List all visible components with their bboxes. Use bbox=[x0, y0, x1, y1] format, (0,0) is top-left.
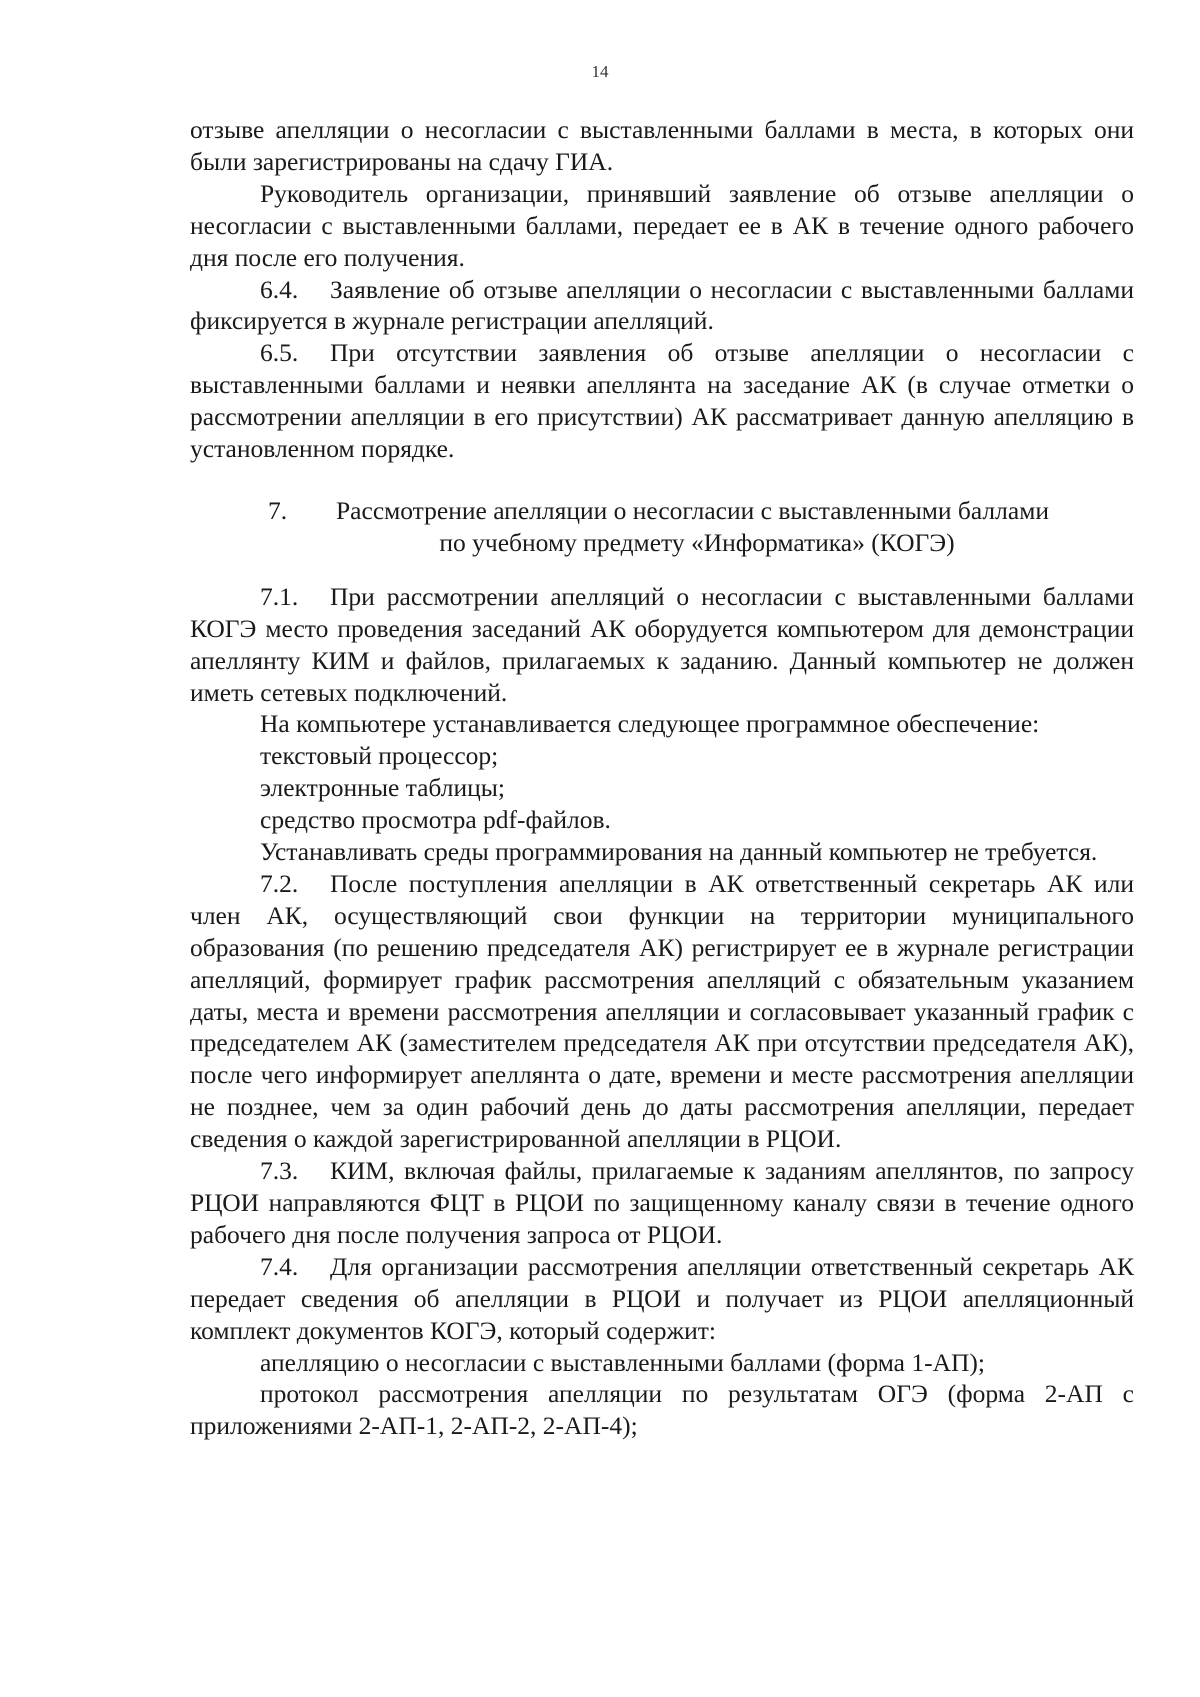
clause-text: После поступления апелляции в АК ответственный секретарь АК или член АК, осуществляющий свои функции на территории муниципального образования (по решению председателя АК) регистрирует ее в журнале регистрации апелляций, формирует график рассмотрения апелляций с обязательным указанием даты, места и времени рассмотрения апелляции и согласовывает указанный график с председателем АК (заместителем председателя АК при отсутствии председателя АК), после чего информирует апеллянта о дате, времени и месте рассмотрения апелляции не позднее, чем за один рабочий день до даты рассмотрения апелляции, передает сведения о каждой зарегистрированной апелляции в РЦОИ. bbox=[190, 868, 1134, 1154]
list-item: протокол рассмотрения апелляции по результатам ОГЭ (форма 2-АП с приложениями 2-АП-1, 2-АП-2, 2-АП-4); bbox=[190, 1379, 1134, 1441]
section-heading bbox=[190, 495, 1134, 559]
paragraph: Устанавливать среды программирования на данный компьютер не требуется. bbox=[260, 837, 1098, 867]
paragraph: отзыве апелляции о несогласии с выставленными баллами в места, в которых они были зарегистрированы на сдачу ГИА. bbox=[190, 115, 1134, 176]
paragraph: Руководитель организации, принявший заявление об отзыве апелляции о несогласии с выставленными баллами, передает ее в АК в течение одного рабочего дня после его получения. bbox=[190, 178, 1134, 272]
page-number: 14 bbox=[591, 62, 609, 81]
clause-number: 7.3. bbox=[260, 1156, 299, 1186]
clause-6-4 bbox=[190, 274, 1134, 338]
clause-text: Заявление об отзыве апелляции о несогласии с выставленными баллами фиксируется в журнале регистрации апелляций. bbox=[190, 274, 1134, 336]
clause-7-3 bbox=[190, 1155, 1134, 1251]
clause-7-1 bbox=[190, 581, 1134, 709]
list-item: текстовый процессор; bbox=[260, 741, 499, 771]
clause-number: 7.1. bbox=[260, 581, 299, 611]
document-body bbox=[190, 114, 1134, 1442]
list-item: электронные таблицы; bbox=[260, 773, 506, 803]
clause-6-5 bbox=[190, 337, 1134, 465]
list-item: апелляцию о несогласии с выставленными баллами (форма 1-АП); bbox=[260, 1347, 985, 1377]
clause-text: При рассмотрении апелляций о несогласии с выставленными баллами КОГЭ место проведения заседаний АК оборудуется компьютером для демонстрации апеллянту КИМ и файлов, прилагаемых к заданию. Данный компьютер не должен иметь сетевых подключений. bbox=[190, 581, 1134, 707]
list-item: средство просмотра pdf-файлов. bbox=[260, 805, 611, 835]
clause-7-4 bbox=[190, 1251, 1134, 1347]
clause-7-2 bbox=[190, 868, 1134, 1155]
clause-number: 7.2. bbox=[260, 868, 299, 898]
section-title-line-1: Рассмотрение апелляции о несогласии с выставленными баллами bbox=[336, 495, 1049, 525]
clause-number: 7.4. bbox=[260, 1251, 299, 1281]
clause-text: Для организации рассмотрения апелляции ответственный секретарь АК передает сведения об апелляции в РЦОИ и получает из РЦОИ апелляционный комплект документов КОГЭ, который содержит: bbox=[190, 1251, 1134, 1345]
clause-text: КИМ, включая файлы, прилагаемые к заданиям апеллянтов, по запросу РЦОИ направляются ФЦТ в РЦОИ по защищенному каналу связи в течение одного рабочего дня после получения запроса от РЦОИ. bbox=[190, 1156, 1134, 1249]
clause-text: При отсутствии заявления об отзыве апелляции о несогласии с выставленными баллами и неявки апеллянта на заседание АК (в случае отметки о рассмотрении апелляции в его присутствии) АК рассматривает данную апелляцию в установленном порядке. bbox=[190, 338, 1134, 464]
section-title-line-2: по учебному предмету «Информатика» (КОГЭ) bbox=[439, 527, 955, 557]
clause-number: 6.5. bbox=[260, 338, 299, 368]
clause-number: 6.4. bbox=[260, 274, 299, 304]
section-number: 7. bbox=[268, 495, 288, 525]
software-intro: На компьютере устанавливается следующее программное обеспечение: bbox=[260, 709, 1040, 739]
